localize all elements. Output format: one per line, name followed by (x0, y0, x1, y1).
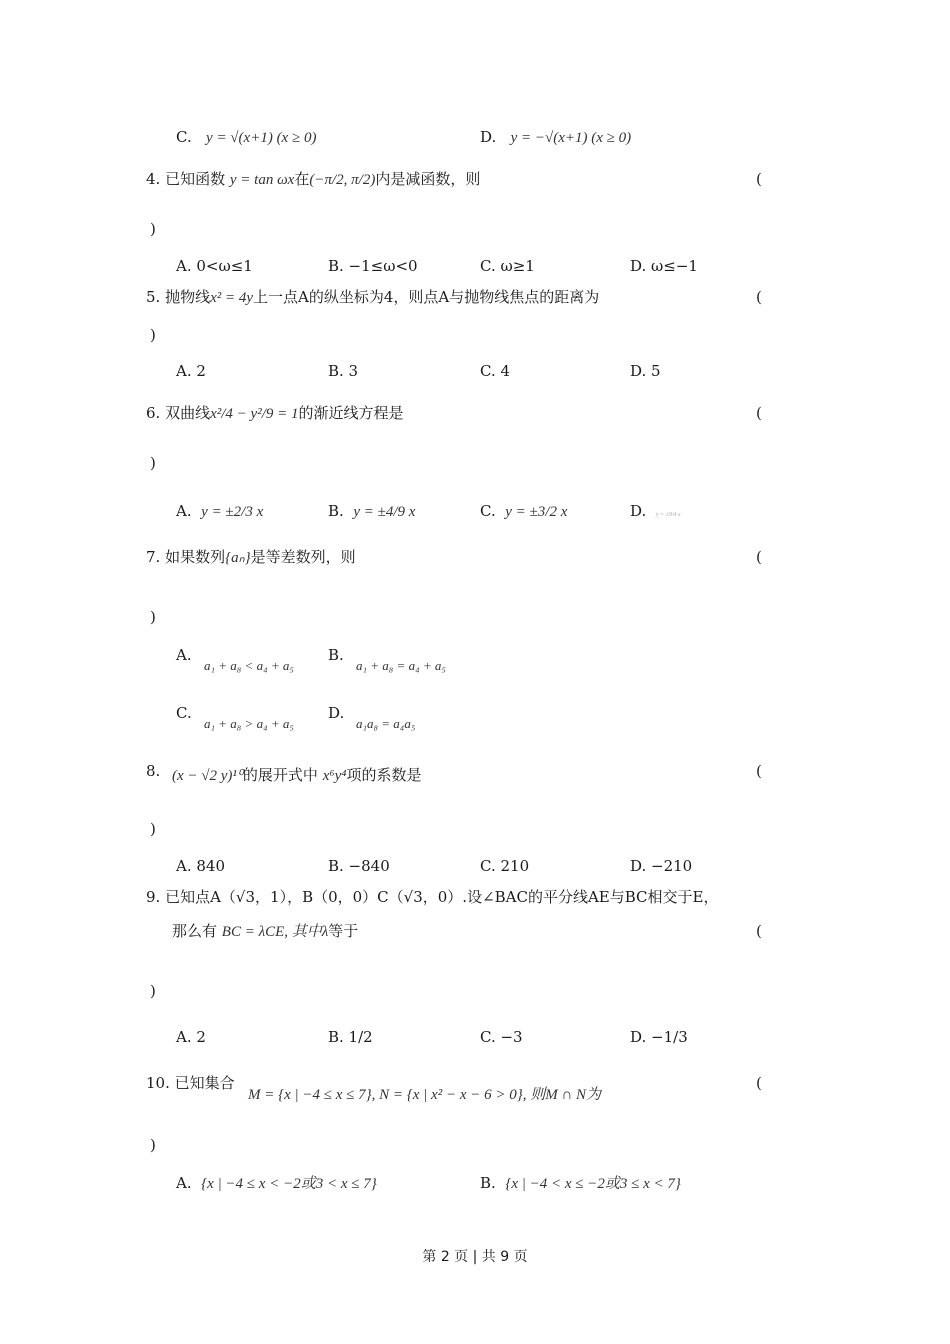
question-number: 5. (146, 288, 161, 306)
question-5 (146, 290, 599, 306)
option-math: {x | −4 ≤ x < −2或3 < x ≤ 7} (201, 1176, 377, 1192)
option-label: A. (176, 502, 192, 520)
question-math: BC = λCE, 其中λ (221, 924, 329, 940)
q3-option-c (176, 130, 316, 146)
option-label: A. (176, 1174, 192, 1192)
q7-option-b-label: B. (328, 646, 344, 664)
q8-option-a: A. 840 (176, 857, 225, 875)
question-text: 那么有 (172, 922, 218, 940)
question-number: 8. (146, 762, 161, 780)
q6-option-c (480, 502, 567, 521)
q8-option-d: D. −210 (630, 857, 693, 875)
option-math: y = ±4/9 x (353, 504, 416, 520)
answer-paren-close: ) (150, 326, 156, 344)
question-number: 10. (146, 1074, 170, 1092)
q9-option-d: D. −1/3 (630, 1028, 688, 1046)
question-number: 7. (146, 548, 161, 566)
option-math: y = −√(x+1) (x ≥ 0) (510, 130, 632, 146)
question-8-body (172, 768, 421, 784)
question-math: x⁶y⁴ (322, 768, 347, 784)
question-number: 4. (146, 170, 161, 188)
answer-paren-close: ) (150, 454, 156, 472)
q10-option-b (480, 1172, 681, 1193)
option-label: B. (480, 1174, 496, 1192)
question-8 (146, 764, 160, 779)
page-footer: 第 2 页 | 共 9 页 (422, 1249, 528, 1265)
answer-paren-open: ( (756, 548, 762, 566)
q5-option-d: D. 5 (630, 362, 661, 380)
answer-paren-open: ( (756, 404, 762, 422)
option-label: D. (630, 502, 647, 520)
option-math: y = ±2/3 x (201, 504, 264, 520)
answer-paren-open: ( (756, 288, 762, 306)
answer-paren-open: ( (756, 1074, 762, 1092)
answer-paren-close: ) (150, 982, 156, 1000)
q9-option-c: C. −3 (480, 1028, 523, 1046)
q8-option-c: C. 210 (480, 857, 530, 875)
answer-paren-open: ( (756, 922, 762, 940)
q5-option-a: A. 2 (176, 362, 206, 380)
option-math: y = ±9/4 x (655, 512, 681, 518)
question-math: (x − √2 y)¹⁰ (172, 768, 243, 784)
q9-option-b: B. 1/2 (328, 1028, 373, 1046)
question-text: 在 (294, 170, 310, 188)
question-text: 双曲线 (165, 404, 211, 422)
q6-option-a (176, 502, 263, 521)
q5-option-c: C. 4 (480, 362, 511, 380)
q4-option-a: A. 0<ω≤1 (176, 257, 253, 275)
q8-option-b: B. −840 (328, 857, 390, 875)
q4-option-d: D. ω≤−1 (630, 257, 698, 275)
option-label: C. (480, 502, 496, 520)
question-text: 已知集合 (174, 1074, 235, 1092)
option-label: B. (328, 502, 344, 520)
answer-paren-open: ( (756, 762, 762, 780)
question-text: 已知函数 (165, 170, 226, 188)
question-10 (146, 1076, 235, 1091)
question-number: 9. (146, 888, 161, 906)
q6-option-b (328, 502, 415, 521)
answer-paren-close: ) (150, 820, 156, 838)
question-10-math: M = {x | −4 ≤ x ≤ 7}, N = {x | x² − x − 6 > 0}, 则M ∩ N为 (248, 1087, 602, 1103)
question-text: 内是减函数，则 (375, 170, 481, 188)
answer-paren-close: ) (150, 608, 156, 626)
option-label: D. (480, 128, 497, 146)
option-math: y = ±3/2 x (505, 504, 568, 520)
option-label: C. (176, 128, 192, 146)
question-text: 如果数列 (165, 548, 226, 566)
q10-option-a (176, 1172, 377, 1193)
q7-option-c-math: a₁ + a₈ > a₄ + a₅ (204, 716, 294, 731)
q7-option-c-label: C. (176, 704, 192, 722)
question-text: 的展开式中 (242, 766, 318, 784)
question-text: 上一点A的纵坐标为4，则点A与抛物线焦点的距离为 (253, 288, 600, 306)
q4-option-b: B. −1≤ω<0 (328, 257, 418, 275)
question-text: 等于 (328, 922, 359, 940)
q7-option-a-math: a₁ + a₈ < a₄ + a₅ (204, 658, 294, 673)
option-math: y = √(x+1) (x ≥ 0) (206, 130, 317, 146)
q4-option-c: C. ω≥1 (480, 257, 535, 275)
q6-option-d (630, 502, 681, 520)
question-text: 抛物线 (165, 288, 211, 306)
q3-option-d (480, 130, 631, 146)
question-math: x² = 4y (210, 290, 254, 306)
question-math: {aₙ} (225, 550, 251, 566)
question-4 (146, 172, 480, 188)
answer-paren-close: ) (150, 220, 156, 238)
question-math: (−π/2, π/2) (309, 172, 376, 188)
q5-option-b: B. 3 (328, 362, 359, 380)
q7-option-a-label: A. (176, 646, 192, 664)
question-text: 的渐近线方程是 (298, 404, 404, 422)
question-number: 6. (146, 404, 161, 422)
question-text: 项的系数是 (346, 766, 422, 784)
question-math: x²/4 − y²/9 = 1 (210, 406, 299, 422)
option-math: {x | −4 < x ≤ −2或3 ≤ x < 7} (505, 1176, 681, 1192)
answer-paren-open: ( (756, 170, 762, 188)
question-7 (146, 550, 356, 566)
answer-paren-close: ) (150, 1136, 156, 1154)
question-9 (146, 890, 719, 905)
q7-option-d-label: D. (328, 704, 345, 722)
q7-option-d-math: a₁a₈ = a₄a₅ (356, 716, 416, 731)
question-text: 已知点A（√3，1），B（0，0）C（√3，0）.设∠BAC的平分线AE与BC相交于E， (165, 888, 719, 906)
question-math: y = tan ωx (229, 172, 295, 188)
question-text: 是等差数列，则 (250, 548, 356, 566)
q9-option-a: A. 2 (176, 1028, 206, 1046)
question-6 (146, 406, 404, 422)
question-9-line2 (172, 924, 358, 940)
q7-option-b-math: a₁ + a₈ = a₄ + a₅ (356, 658, 446, 673)
